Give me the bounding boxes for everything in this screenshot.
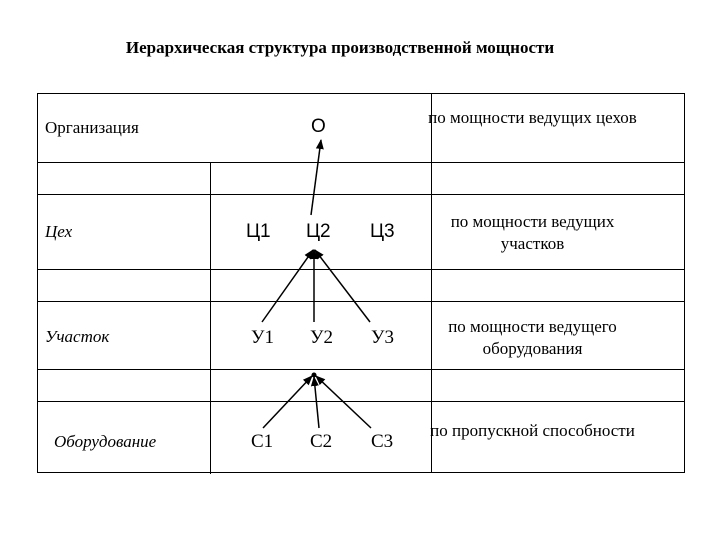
node-s1: С1: [251, 431, 274, 452]
node-c3: Ц3: [370, 221, 395, 242]
level-label-shop: Цех: [45, 222, 73, 241]
arrow-s2-to-merge: [314, 377, 319, 428]
node-c1: Ц1: [246, 221, 271, 242]
arrow-s1-to-merge: [263, 376, 312, 428]
note-equipment: по пропускной способности: [430, 421, 635, 440]
note-shop: по мощности ведущих участков: [450, 212, 615, 253]
note-organization: по мощности ведущих цехов: [428, 108, 637, 127]
level-label-equipment: Оборудование: [54, 432, 157, 451]
arrow-s3-to-merge: [316, 376, 371, 428]
level-label-organization: Организация: [45, 118, 139, 137]
node-o: О: [311, 116, 326, 137]
node-u1: У1: [251, 327, 274, 348]
node-s2: С2: [310, 431, 333, 452]
node-u3: У3: [371, 327, 394, 348]
arrow-u1-to-c2: [262, 250, 313, 322]
node-c2: Ц2: [306, 221, 331, 242]
node-s3: С3: [371, 431, 394, 452]
level-label-section: Участок: [45, 327, 110, 346]
diagram-title: Иерархическая структура производственной мощности: [125, 38, 555, 57]
node-u2: У2: [310, 327, 333, 348]
note-section: по мощности ведущего оборудования: [448, 317, 617, 358]
arrow-c2-to-o: [311, 140, 321, 215]
arrow-u3-to-c2: [315, 250, 370, 322]
